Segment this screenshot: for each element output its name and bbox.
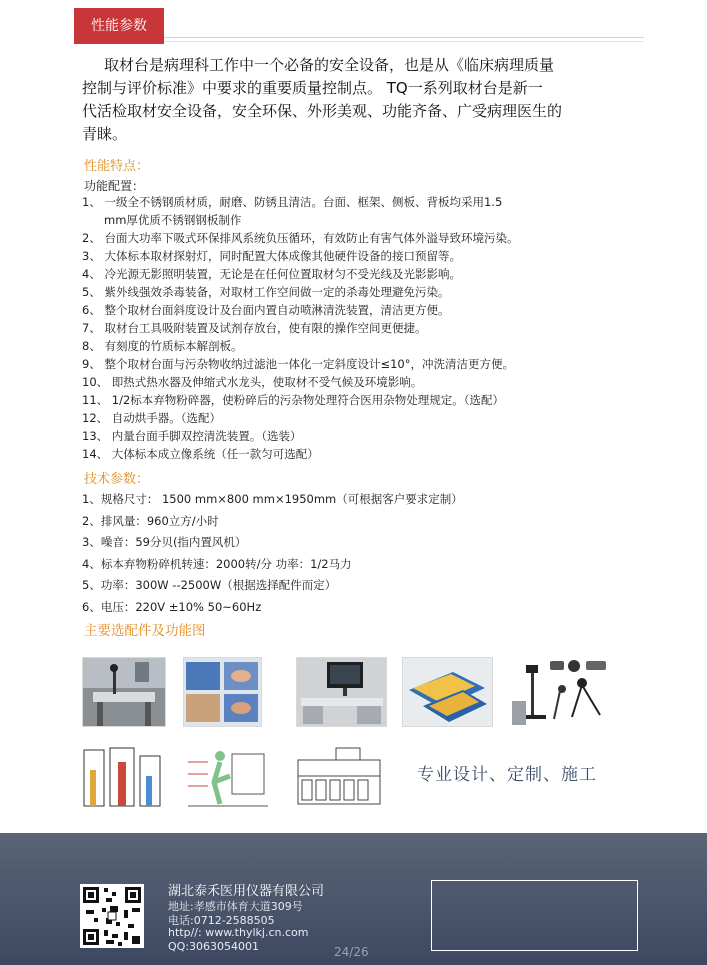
header-divider-secondary	[164, 41, 644, 42]
list-item: 3、噪音：59分贝(指内置风机）	[82, 535, 247, 549]
list-item: 11、 1/2标本弃物粉碎器，使粉碎后的污杂物处理符合医用杂物处理规定。（选配）	[82, 393, 505, 407]
intro-line: 青睐。	[82, 125, 128, 143]
list-item: 2、排风量：960立方/小时	[82, 513, 219, 528]
cutting-board-photo	[402, 657, 493, 727]
features-subhead: 功能配置：	[84, 179, 145, 193]
page-number: 24/26	[334, 945, 369, 959]
intro-paragraph	[82, 54, 642, 146]
list-item: 6、电压：220V ±10% 50~60Hz	[82, 599, 262, 614]
list-item: 2、 台面大功率下吸式环保排风系统负压循环，有效防止有害气体外溢导致环境污染。	[82, 231, 519, 245]
list-item: 12、 自动烘手器。（选配）	[82, 411, 222, 425]
list-item: 3、 大体标本取材探射灯，同时配置大体成像其他硬件设备的接口预留等。	[82, 249, 461, 263]
qq-number: QQ:3063054001	[168, 940, 260, 953]
list-item: 14、 大体标本成立像系统（任一款匀可选配）	[82, 447, 319, 461]
footer-info-box	[431, 880, 638, 951]
section-tab: 性能参数	[74, 8, 164, 44]
ergonomics-diagram	[184, 746, 270, 808]
list-item: 4、标本弃物粉碎机转速：2000转/分 功率：1/2马力	[82, 556, 352, 571]
feature-list	[82, 193, 672, 463]
list-item: 1、规格尺寸： 1500 mm×800 mm×1950mm（可根据客户要求定制）	[82, 492, 463, 506]
specs-title: 技术参数：	[84, 472, 150, 487]
list-item: 6、 整个取材台面斜度设计及台面内置自动喷淋清洗装置，清洁更方便。	[82, 303, 450, 317]
list-item: 10、 即热式热水器及伸缩式水龙头，使取材不受气候及环境影响。	[82, 375, 423, 389]
tagline: 专业设计、定制、施工	[417, 765, 597, 785]
list-item: 9、 整个取材台面与污杂物收纳过滤池一体化一定斜度设计≤10°，冲洗清洁更方便。	[82, 357, 514, 371]
company-name: 湖北泰禾医用仪器有限公司	[168, 884, 325, 899]
imaging-system-photo	[183, 657, 262, 727]
list-item: 4、 冷光源无影照明装置，无论是在任何位置取材匀不受光线及光影影响。	[82, 267, 461, 281]
website: http//: www.thylkj.cn.com	[168, 926, 309, 939]
list-item: mm厚优质不锈钢钢板制作	[104, 213, 242, 227]
phone: 电话:0712-2588505	[168, 914, 275, 927]
address: 地址:孝感市体育大道309号	[168, 900, 303, 913]
dimension-diagram	[82, 746, 164, 808]
accessories-title: 主要选配件及功能图	[84, 623, 206, 639]
header-divider	[164, 37, 644, 38]
list-item: 5、功率：300W --2500W（根据选择配件而定）	[82, 578, 337, 592]
intro-line: 代活检取材安全设备，安全环保、外形美观、功能齐备、广受病理医生的	[82, 102, 563, 120]
camera-accessories-photo	[510, 657, 612, 725]
intro-line: 取材台是病理科工作中一个必备的安全设备，也是从《临床病理质量	[104, 56, 555, 74]
grossing-station-photo	[82, 657, 166, 727]
workstation-monitor-photo	[296, 657, 387, 727]
list-item: 8、 有刻度的竹质标本解剖板。	[82, 339, 243, 353]
list-item: 5、 紫外线强效杀毒装备，对取材工作空间做一定的杀毒处理避免污染。	[82, 285, 450, 299]
spec-list	[82, 489, 463, 618]
list-item: 7、 取材台工具吸附装置及试剂存放台，使有限的操作空间更便捷。	[82, 321, 427, 335]
features-title: 性能特点：	[84, 159, 150, 174]
layout-drawing	[296, 746, 382, 808]
list-item: 13、 内量台面手脚双控清洗装置。（选装）	[82, 429, 302, 443]
qr-code	[80, 884, 144, 948]
intro-line: 控制与评价标准》中要求的重要质量控制点。 TQ一系列取材台是新一	[82, 79, 543, 97]
list-item: 1、 一级全不锈钢质材质，耐磨、防锈且清洁。台面、框架、侧板、背板均采用1.5	[82, 195, 503, 209]
